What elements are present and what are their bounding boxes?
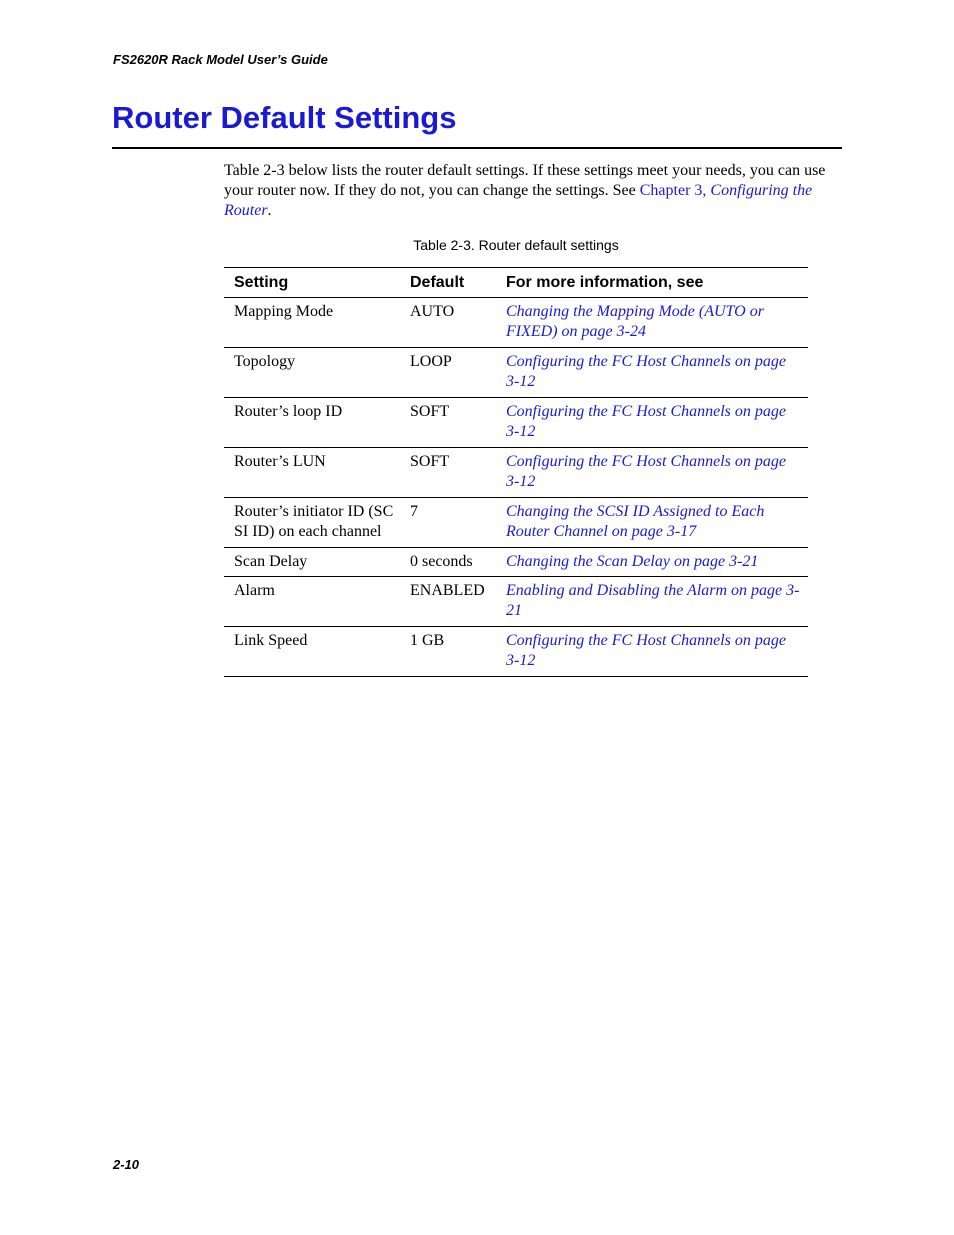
- table-row: [224, 627, 808, 677]
- default-cell: 1 GB: [400, 627, 498, 677]
- setting-cell: Mapping Mode: [224, 298, 400, 348]
- intro-text: Table 2-3 below lists the router default settings. If these settings meet your needs, you can use your router now. If they do not, you can change the settings. See: [224, 162, 826, 199]
- table-row: [224, 448, 808, 498]
- table-row: [224, 577, 808, 627]
- table-row: [224, 398, 808, 448]
- info-link[interactable]: Enabling and Disabling the Alarm on page 3-21: [498, 577, 808, 627]
- page-number: 2-10: [113, 1157, 140, 1172]
- setting-cell: Router’s LUN: [224, 448, 400, 498]
- info-link[interactable]: Changing the SCSI ID Assigned to Each Router Channel on page 3-17: [498, 498, 808, 548]
- default-cell: 0 seconds: [400, 548, 498, 577]
- setting-cell: Topology: [224, 348, 400, 398]
- header-default: Default: [400, 268, 498, 298]
- setting-cell: Link Speed: [224, 627, 400, 677]
- title-rule: [112, 147, 842, 149]
- default-cell: SOFT: [400, 398, 498, 448]
- setting-cell: Scan Delay: [224, 548, 400, 577]
- table-row: [224, 498, 808, 548]
- header-setting: Setting: [224, 268, 400, 298]
- default-cell: AUTO: [400, 298, 498, 348]
- intro-text-end: .: [267, 202, 272, 219]
- info-link[interactable]: Changing the Mapping Mode (AUTO or FIXED) on page 3-24: [498, 298, 808, 348]
- info-link[interactable]: Configuring the FC Host Channels on page 3-12: [498, 448, 808, 498]
- intro-paragraph: [224, 161, 844, 221]
- default-cell: ENABLED: [400, 577, 498, 627]
- setting-cell: Router’s loop ID: [224, 398, 400, 448]
- configuring-router-link[interactable]: Configuring the Router: [224, 182, 813, 219]
- header-more-info: For more information, see: [498, 268, 808, 298]
- table-caption: Table 2-3. Router default settings: [413, 237, 619, 253]
- setting-cell: Router’s initiator ID (SCSI ID) on each channel: [224, 498, 400, 548]
- default-cell: LOOP: [400, 348, 498, 398]
- page-title: Router Default Settings: [112, 100, 457, 135]
- table-row: [224, 298, 808, 348]
- setting-cell: Alarm: [224, 577, 400, 627]
- table-row: [224, 348, 808, 398]
- running-header: FS2620R Rack Model User’s Guide: [113, 52, 328, 67]
- chapter-3-link[interactable]: Chapter 3,: [639, 182, 711, 199]
- info-link[interactable]: Configuring the FC Host Channels on page 3-12: [498, 348, 808, 398]
- info-link[interactable]: Configuring the FC Host Channels on page 3-12: [498, 627, 808, 677]
- info-link[interactable]: Changing the Scan Delay on page 3-21: [498, 548, 808, 577]
- router-defaults-table: [224, 267, 808, 677]
- table-header-row: [224, 268, 808, 298]
- default-cell: SOFT: [400, 448, 498, 498]
- info-link[interactable]: Configuring the FC Host Channels on page 3-12: [498, 398, 808, 448]
- default-cell: 7: [400, 498, 498, 548]
- table-row: [224, 548, 808, 577]
